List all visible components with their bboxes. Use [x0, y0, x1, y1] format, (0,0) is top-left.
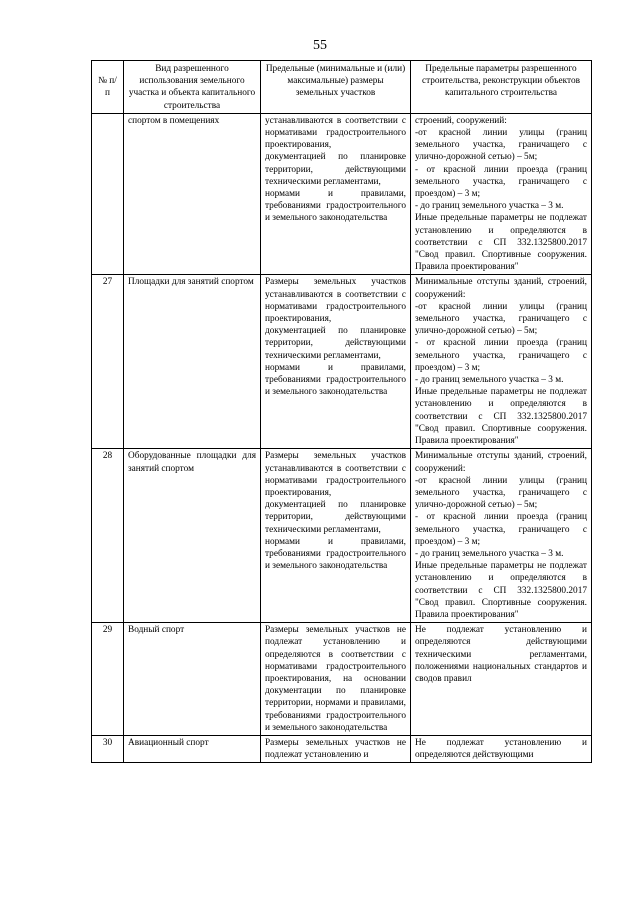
use-type-cell: Водный спорт: [124, 623, 261, 736]
plot-sizes-text: документацией по планировке территории, действующими техническими регламентами,: [265, 326, 406, 361]
construction-params-text: -от красной линии улицы (границ земельного участка, граничащего с улично-дорожной сетью) – 5м;: [415, 475, 587, 511]
table-row: [92, 275, 592, 449]
table-row: [92, 113, 592, 275]
page-number: 55: [313, 38, 327, 53]
regulations-table: [91, 60, 592, 763]
use-type-cell: Оборудованные площадки для занятий спортом: [124, 449, 261, 623]
row-number: 30: [92, 735, 124, 762]
construction-params-text: - до границ земельного участка – 3 м.: [415, 201, 564, 212]
plot-sizes-text: нормами и правилами, требованиями градостроительного и земельного законодательства: [265, 362, 406, 398]
construction-params-text: Не подлежат установлению и определяются действующими: [415, 737, 587, 761]
construction-params-cell: [411, 275, 592, 449]
construction-params-cell: [411, 113, 592, 275]
header-sizes: Предельные (минимальные и (или) максимальные) размеры земельных участков: [261, 61, 411, 114]
use-type-cell: спортом в помещениях: [124, 113, 261, 275]
plot-sizes-text: нормами и правилами, требованиями градостроительного и земельного законодательства: [265, 536, 406, 572]
row-number: 28: [92, 449, 124, 623]
plot-sizes-cell: [261, 623, 411, 736]
header-params: Предельные параметры разрешенного строительства, реконструкции объектов капитального строительства: [411, 61, 592, 114]
plot-sizes-text: Размеры земельных участков не подлежат установлению и: [265, 737, 406, 761]
construction-params-text: Не подлежат установлению и определяются действующими техническими регламентами, положениями национальных стандартов и сводов правил: [415, 625, 587, 684]
use-type-cell: Площадки для занятий спортом: [124, 275, 261, 449]
construction-params-text: - от красной линии проезда (границ земельного участка, граничащего с проездом) – 3 м;: [415, 338, 587, 373]
plot-sizes-cell: [261, 735, 411, 762]
construction-params-text: Минимальные отступы зданий, строений, сооружений:: [415, 451, 587, 474]
construction-params-cell: [411, 623, 592, 736]
plot-sizes-text: Размеры земельных участков не подлежат установлению и определяются в соответствии с нормативами градостроительного проектирования, на основании документации по планировке территории, нормами и правилами, требованиями градостроительного и земельного законодательства: [265, 625, 406, 733]
construction-params-text: -от красной линии улицы (границ земельного участка, граничащего с улично-дорожной сетью) – 5м;: [415, 301, 587, 337]
construction-params-text: строений, сооружений:: [415, 115, 507, 126]
table-row: [92, 735, 592, 762]
table-header-row: [92, 61, 592, 114]
construction-params-cell: [411, 735, 592, 762]
plot-sizes-cell: [261, 449, 411, 623]
row-number: 29: [92, 623, 124, 736]
construction-params-text: Иные предельные параметры не подлежат установлению и определяются в соответствии с СП 332.1325800.2017 "Свод правил. Спортивные сооружения. Правила проектирования": [415, 387, 587, 447]
plot-sizes-text: устанавливаются в соответствии с нормативами градостроительного проектирования,: [265, 115, 406, 151]
construction-params-text: -от красной линии улицы (границ земельного участка, граничащего с улично-дорожной сетью) – 5м;: [415, 128, 587, 163]
plot-sizes-text: нормами и правилами, требованиями градостроительного и земельного законодательства: [265, 189, 406, 224]
construction-params-text: - от красной линии проезда (границ земельного участка, граничащего с проездом) – 3 м;: [415, 164, 587, 200]
header-num: № п/п: [92, 61, 124, 114]
header-use: Вид разрешенного использования земельного участка и объекта капитального строительства: [124, 61, 261, 114]
construction-params-text: - от красной линии проезда (границ земельного участка, граничащего с проездом) – 3 м;: [415, 512, 587, 547]
row-number: 27: [92, 275, 124, 449]
plot-sizes-cell: [261, 275, 411, 449]
construction-params-cell: [411, 449, 592, 623]
table-row: [92, 449, 592, 623]
row-number: [92, 113, 124, 275]
plot-sizes-cell: [261, 113, 411, 275]
plot-sizes-text: Размеры земельных участков устанавливаются в соответствии с нормативами градостроительного проектирования,: [265, 277, 406, 325]
construction-params-text: Иные предельные параметры не подлежат установлению и определяются в соответствии с СП 332.1325800.2017 "Свод правил. Спортивные сооружения. Правила проектирования": [415, 213, 587, 273]
use-type-cell: Авиационный спорт: [124, 735, 261, 762]
table-row: [92, 623, 592, 736]
table-body: [92, 113, 592, 763]
construction-params-text: Иные предельные параметры не подлежат установлению и определяются в соответствии с СП 332.1325800.2017 "Свод правил. Спортивные сооружения. Правила проектирования": [415, 561, 587, 620]
construction-params-text: Минимальные отступы зданий, строений, сооружений:: [415, 277, 587, 300]
plot-sizes-text: документацией по планировке территории, действующими техническими регламентами,: [265, 500, 406, 535]
construction-params-text: - до границ земельного участка – 3 м.: [415, 548, 564, 559]
plot-sizes-text: документацией по планировке территории, действующими техническими регламентами,: [265, 152, 406, 187]
plot-sizes-text: Размеры земельных участков устанавливаются в соответствии с нормативами градостроительного проектирования,: [265, 451, 406, 498]
construction-params-text: - до границ земельного участка – 3 м.: [415, 375, 564, 386]
